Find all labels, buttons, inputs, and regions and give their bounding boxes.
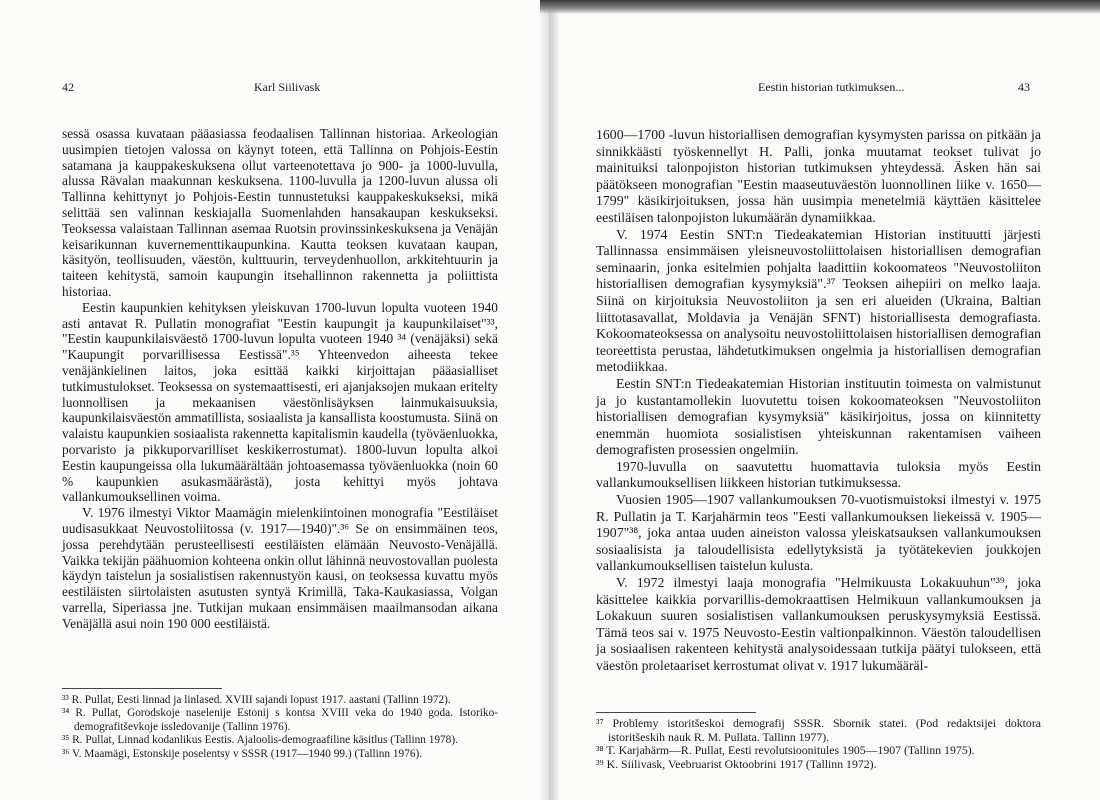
footnote: ³⁹ K. Siilivask, Veebruarist Oktoobrini 1917 (Tallinn 1972). <box>596 756 877 771</box>
running-head: Eestin historian tutkimuksen... <box>758 80 905 94</box>
right-page <box>548 0 1100 800</box>
paragraph: sessä osassa kuvataan pääasiassa feodaalisen Tallinnan historiaa. Arkeologian uusimpien tietojen valossa on käynyt toteen, että Tallinna on Pohjois-Eestin satamana ja kauppakeskuksena ollut varteenotettava jo 900- ja 1000-luvulla, alussa Rävalan maakunnan keskuksena. 1100-luvulla ja 1200-luvun alussa oli Tallinna kehittynyt jo Pohjois-Eestin tunnustetuksi kauppakeskukseksi, mikä selittää sen valinnan keskiajalla Suomenlahden hansakaupan keskukseksi. Teoksessa valaistaan Tallinnan asemaa Ruotsin provinssinkeskuksena ja Venäjän keisarikunnan kuvernementtikaupunkina. Kautta teoksen kuvataan kaupan, käsityön, teollisuuden, väestön, kulttuurin, terveydenhuollon, arkkitehtuurin ja taiteen kehitystä, samoin kaupungin itsehallinnon rakennetta ja poliittista historiaa. <box>62 126 498 299</box>
body-text <box>596 127 1041 675</box>
page-number: 42 <box>62 80 74 94</box>
paragraph: Eestin kaupunkien kehityksen yleiskuvan 1700-luvun lopulta vuoteen 1940 asti antavat R. Pullatin monografiat "Eestin kaupungit ja kaupunkilaiset"³³, "Eestin kaupunkilaisväestö 1700-luvun lopulta vuoteen 1940 ³⁴ (venäjäksi) sekä "Kaupungit porvarillisessa Eestissä".³⁵ Yhteenvedon aiheesta tekee venäjänkielinen laitos, joka esittää kaikki kirjoittajan pääasialliset tutkimustulokset. Teoksessa on systemaattisesti, eri ajanjaksojen mukaan eritelty luonnollisen ja mekaanisen väestönlisäyksen lainmukaisuuksia, kaupunkilaisväestön ammatillista, sosiaalista ja kansallista koostumusta. Siinä on valaistu kaupunkien sosiaalista rakennetta kapitalismin kaudella (työväenluokka, porvaristo ja pikkuporvarilliset keskikerrostumat). 1800-luvun lopulta alkoi Eestin kaupungeissa olla lukumäärältään johtoasemassa työväenluokka (noin 60 % kaupunkien asukasmäärästä), josta kehittyi myös johtava vallankumouksellinen voima. <box>62 299 498 505</box>
paragraph: 1970-luvulla on saavutettu huomattavia tuloksia myös Eestin vallankumouksellisen liikkeen historian tutkimuksessa. <box>596 458 1041 491</box>
body-text <box>62 126 498 632</box>
paragraph: 1600—1700 -luvun historiallisen demografian kysymysten parissa on pitkään ja sinnikkäästi työskennellyt H. Palli, jonka muutamat teokset tulivat jo mainituiksi talonpojiston historian tutkimuksen yhteydessä. Äsken hän sai päätökseen monografian "Eestin maaseutuväestön luonnollinen liike v. 1650—1799" käsikirjoituksen, jossa hän uusimpia menetelmiä käyttäen käsittelee eestiläisen talonpojiston lukumäärän dynamiikkaa. <box>596 127 1041 225</box>
footnote: ³⁸ T. Karjahärm—R. Pullat, Eesti revolutsioonitules 1905—1907 (Tallinn 1975). <box>596 743 975 758</box>
footnote-rule <box>596 712 756 713</box>
paragraph: V. 1974 Eestin SNT:n Tiedeakatemian Historian instituutti järjesti Tallinnassa ensimmäisen yleisneuvostoliittolaisen historiallisen demografian seminaarin, jonka esitelmien pohjalta laadittiin kokoomateos "Neuvostoliiton historiallisen demografian kysymyksiä".³⁷ Teoksen aihepiiri on melko laaja. Siinä on kirjoituksia Neuvostoliiton ja sen eri alueiden (Ukraina, Baltian liittotasavallat, Moldavia ja Venäjän SFNT) historiallisesta demografiasta. Kokoomateoksessa on analysoitu neuvostoliittolaisen historiallisen demografian teoreettista perustaa, lähdetutkimuksen ongelmia ja historiallisen demografian metodiikkaa. <box>596 226 1041 375</box>
footnote: ³⁴ R. Pullat, Gorodskoje naselenije Estonij s kontsa XVIII veka do 1940 goda. Istoriko-demografitševkoje issledovanije (Tallinn 1976). <box>62 707 498 733</box>
left-page <box>0 0 548 800</box>
paragraph: Eestin SNT:n Tiedeakatemian Historian instituutin toimesta on valmistunut ja jo kustantamollekin luovutettu toisen kokoomateoksen "Neuvostoliiton historiallisen demografian kysymyksiä" käsikirjoitus, jossa on kiinnitetty enemmän huomiota sosialistisen yhteiskunnan rakentamisen vaiheen demografisten prosessien ongelmiin. <box>596 375 1041 458</box>
paragraph: V. 1972 ilmestyi laaja monografia "Helmikuusta Lokakuuhun"³⁹, joka käsittelee kaikkia porvarillis-demokraattisen Helmikuun vallankumouksen ja Lokakuun suuren sosialistisen vallankumouksen peruskysymyksiä Eestissä. Tämä teos sai v. 1975 Neuvosto-Eestin valtionpalkinnon. Väestön taloudellisen ja sosiaalisen rakenteen kehitystä analysoidessaan tutkija päätyi tulokseen, että väestön proletaariset kerrostumat olivat v. 1917 lukumääräl- <box>596 575 1041 673</box>
paragraph: V. 1976 ilmestyi Viktor Maamägin mielenkiintoinen monografia "Eestiläiset uudisasukkaat Neuvostoliitossa (v. 1917—1940)".³⁶ Se on ensimmäinen teos, jossa perehdytään perusteellisesti eestiläisten elämään Neuvosto-Venäjällä. Vaikka tekijän päähuomion kohteena onkin ollut lähinnä neuvostovallan puolesta käydyn taistelun ja sosialistisen rakennustyön kausi, on teoksessa kuvattu myös eestiläisten siirtolaisten asutusten syntyä Krimillä, Taka-Kaukasiassa, Volgan varrella, Siperiassa jne. Tutkijan mukaan ensimmäisen maailmansodan aikana Venäjällä asui noin 190 000 eestiläistä. <box>62 505 498 631</box>
footnotes <box>596 717 1041 771</box>
footnote: ³³ R. Pullat, Eesti linnad ja linlased. XVIII sajandi lopust 1917. aastani (Tallinn 1972). <box>62 694 451 706</box>
scan-edge-shadow <box>540 0 1100 14</box>
footnote: ³⁵ R. Pullat, Linnad kodanlikus Eestis. Ajaloolis-demograafiline käsitlus (Tallinn 1978). <box>62 734 458 747</box>
footnote: ³⁷ Problemy istoritšeskoi demografij SSSR. Sbornik statei. (Pod redaktsijei doktora istoritšeskih nauk R. M. Pullata. Tallinn 1977). <box>596 716 1041 744</box>
running-head: Karl Siilivask <box>254 80 321 94</box>
footnote-rule <box>62 688 222 689</box>
footnotes <box>62 694 498 761</box>
paragraph: Vuosien 1905—1907 vallankumouksen 70-vuotismuistoksi ilmestyi v. 1975 R. Pullatin ja T. Karjahärmin teos "Eesti vallankumouksen liekeissä v. 1905—1907"³⁸, joka antaa uuden aineiston valossa yleiskatsauksen vallankumouksen sosiaalisista ja taloudellisista edellytyksistä ja työtätekevien joukkojen vallankumouksellisen taistelun kulusta. <box>596 492 1041 574</box>
book-gutter <box>538 0 560 800</box>
page-number: 43 <box>1018 80 1030 94</box>
footnote: ³⁶ V. Maamägi, Estonskije poselentsy v SSSR (1917—1940 99.) (Tallinn 1976). <box>62 747 423 760</box>
